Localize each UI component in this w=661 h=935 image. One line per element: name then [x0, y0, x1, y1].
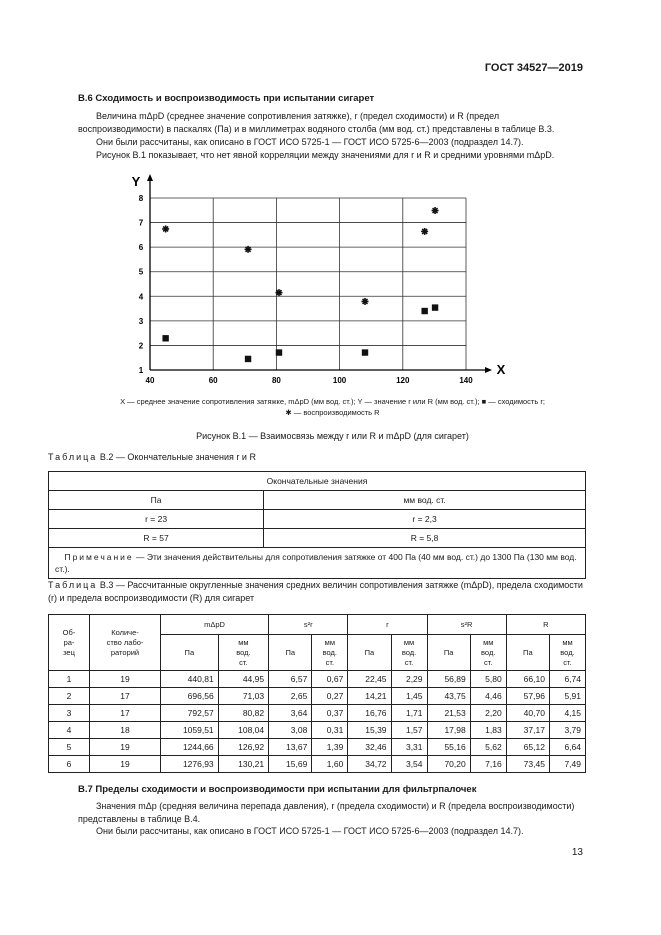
table-cell: 73,45 [506, 756, 549, 773]
table-cell: 55,16 [427, 739, 470, 756]
table-cell: 1,71 [391, 705, 427, 722]
table-row [49, 722, 586, 739]
table-cell: 3,64 [269, 705, 312, 722]
table-cell: 7,16 [470, 756, 506, 773]
repeatability-point [432, 304, 438, 310]
table-cell: 15,39 [348, 722, 391, 739]
table-cell: 1276,93 [161, 756, 219, 773]
table-cell: 13,67 [269, 739, 312, 756]
x-tick-label: 140 [459, 376, 473, 385]
col-labs-header: Количе- ство лабо- раторий [90, 615, 161, 671]
y-tick-label: 2 [138, 341, 144, 351]
chart-legend [60, 396, 605, 418]
table-cell: 0,27 [312, 688, 348, 705]
table-cell: 1059,51 [161, 722, 219, 739]
reproducibility-point [362, 298, 369, 305]
col-sample-header: Об- ра- зец [49, 615, 90, 671]
x-axis-label: X [496, 362, 506, 377]
table-cell: 6,57 [269, 671, 312, 688]
table-cell: 6,64 [549, 739, 585, 756]
table-b2-note [49, 548, 586, 579]
table-b2-cell: r = 23 [49, 510, 264, 529]
unit-mm-header: мм вод. ст. [391, 635, 427, 671]
section-b7-title: В.7 Пределы сходимости и воспроизводимости при испытании для фильтрпалочек [78, 784, 477, 795]
table-cell: 40,70 [506, 705, 549, 722]
table-cell: 4,46 [470, 688, 506, 705]
table-cell: 1 [49, 671, 90, 688]
table-cell: 3 [49, 705, 90, 722]
table-cell: 43,75 [427, 688, 470, 705]
table-cell: 2,20 [470, 705, 506, 722]
table-cell: 2,65 [269, 688, 312, 705]
note-label: Примечание [64, 552, 134, 562]
table-b2-col-pa: Па [49, 491, 264, 510]
section-b7-paragraph-2: Они были рассчитаны, как описано в ГОСТ ИСО 5725-1 — ГОСТ ИСО 5725-6—2003 (подраздел 14.7). [96, 826, 524, 836]
table-cell: 3,08 [269, 722, 312, 739]
group-header: mΔpD [161, 615, 269, 635]
unit-mm-header: мм вод. ст. [312, 635, 348, 671]
y-axis-label: Y [131, 174, 141, 189]
repeatability-point [276, 349, 282, 355]
table-cell: 3,31 [391, 739, 427, 756]
reproducibility-point [162, 225, 169, 232]
document-header: ГОСТ 34527—2019 [484, 62, 583, 74]
note-text: — Эти значения действительны для сопротивления затяжке от 400 Па (40 мм вод. ст.) до 1300 Па (130 мм вод. ст.). [55, 552, 577, 574]
table-cell: 71,03 [218, 688, 268, 705]
table-cell: 1,83 [470, 722, 506, 739]
table-label: Таблица [48, 580, 98, 590]
x-tick-label: 80 [271, 376, 281, 385]
table-b3 [48, 614, 586, 773]
table-cell: 32,46 [348, 739, 391, 756]
legend-line-2: ✱ — воспроизводимость R [285, 408, 380, 417]
table-cell: 22,45 [348, 671, 391, 688]
table-cell: 70,20 [427, 756, 470, 773]
table-cell: 792,57 [161, 705, 219, 722]
table-cell: 5,80 [470, 671, 506, 688]
table-b3-caption-text: В.3 — Рассчитанные округленные значения средних величин сопротивления затяжке (mΔpD), предела сходимости (r) и предела воспроизводимости (R) для сигарет [48, 580, 583, 603]
table-cell: 17 [90, 705, 161, 722]
figure-caption: Рисунок В.1 — Взаимосвязь между r или R и mΔpD (для сигарет) [196, 431, 469, 441]
y-tick-label: 4 [138, 292, 144, 302]
table-cell: 1,60 [312, 756, 348, 773]
group-header: r [348, 615, 427, 635]
section-b6-title: В.6 Сходимость и воспроизводимость при испытании сигарет [78, 93, 375, 104]
table-b2-caption-text: В.2 — Окончательные значения r и R [99, 452, 256, 462]
section-b6-paragraph-3: Рисунок В.1 показывает, что нет явной корреляции между значениями для r и R и средними уровнями mΔpD. [96, 150, 555, 160]
table-cell: 80,82 [218, 705, 268, 722]
y-tick-label: 5 [138, 267, 144, 277]
table-cell: 56,89 [427, 671, 470, 688]
table-b2-header: Окончательные значения [49, 472, 586, 491]
table-cell: 0,67 [312, 671, 348, 688]
table-cell: 7,49 [549, 756, 585, 773]
y-tick-label: 8 [138, 194, 144, 203]
group-header: R [506, 615, 585, 635]
table-cell: 3,79 [549, 722, 585, 739]
table-cell: 17,98 [427, 722, 470, 739]
table-cell: 18 [90, 722, 161, 739]
y-tick-label: 7 [138, 218, 144, 228]
x-tick-label: 40 [145, 376, 155, 385]
x-axis-arrow [485, 367, 492, 373]
table-cell: 19 [90, 756, 161, 773]
unit-pa-header: Па [348, 635, 391, 671]
table-cell: 65,12 [506, 739, 549, 756]
table-cell: 5 [49, 739, 90, 756]
table-row [49, 756, 586, 773]
reproducibility-point [245, 246, 252, 253]
section-b7-paragraph-1: Значения mΔp (средняя величина перепада давления), r (предела сходимости) и R (предела воспроизводимости) представлены в таблице В.4. [78, 801, 575, 824]
table-cell: 4 [49, 722, 90, 739]
table-cell: 5,91 [549, 688, 585, 705]
repeatability-point [421, 308, 427, 314]
legend-line-1: X — среднее значение сопротивления затяжке, mΔpD (мм вод. ст.); Y — значение r или R (мм вод. ст.); ■ — сходимость r; [120, 397, 545, 406]
table-cell: 696,56 [161, 688, 219, 705]
table-cell: 1,39 [312, 739, 348, 756]
table-cell: 14,21 [348, 688, 391, 705]
section-b6-paragraph-2: Они были рассчитаны, как описано в ГОСТ ИСО 5725-1 — ГОСТ ИСО 5725-6—2003 (подраздел 14.7). [96, 137, 524, 147]
table-cell: 5,62 [470, 739, 506, 756]
table-b2 [48, 471, 586, 579]
table-cell: 6 [49, 756, 90, 773]
table-cell: 2 [49, 688, 90, 705]
page-number: 13 [571, 847, 583, 858]
y-tick-label: 1 [138, 366, 144, 375]
repeatability-point [245, 356, 251, 362]
table-b2-caption [48, 451, 588, 464]
section-b6-paragraph-1: Величина mΔpD (среднее значение сопротивления затяжке), r (предел сходимости) и R (предел воспроизводимости) в паскалях (Па) и в миллиметрах водяного столба (мм вод. ст.) представлены в таблице В.3. [78, 111, 555, 134]
unit-pa-header: Па [427, 635, 470, 671]
y-tick-label: 3 [138, 316, 144, 326]
table-cell: 34,72 [348, 756, 391, 773]
table-cell: 21,53 [427, 705, 470, 722]
table-row [49, 705, 586, 722]
table-cell: 19 [90, 671, 161, 688]
table-cell: 0,37 [312, 705, 348, 722]
table-b3-caption [48, 579, 588, 604]
repeatability-point [162, 335, 168, 341]
table-cell: 1244,66 [161, 739, 219, 756]
y-tick-label: 6 [138, 243, 144, 253]
table-cell: 66,10 [506, 671, 549, 688]
reproducibility-point [421, 228, 428, 235]
group-header: s²R [427, 615, 506, 635]
table-cell: 130,21 [218, 756, 268, 773]
table-row [49, 739, 586, 756]
repeatability-point [362, 349, 368, 355]
unit-mm-header: мм вод. ст. [218, 635, 268, 671]
table-row [49, 671, 586, 688]
x-tick-label: 60 [208, 376, 218, 385]
table-cell: 1,45 [391, 688, 427, 705]
unit-pa-header: Па [269, 635, 312, 671]
table-cell: 3,54 [391, 756, 427, 773]
table-cell: 17 [90, 688, 161, 705]
y-axis-arrow [147, 174, 153, 181]
table-cell: 108,04 [218, 722, 268, 739]
table-cell: 1,57 [391, 722, 427, 739]
reproducibility-point [275, 289, 282, 296]
table-cell: 16,76 [348, 705, 391, 722]
table-cell: 37,17 [506, 722, 549, 739]
table-cell: 57,96 [506, 688, 549, 705]
x-tick-label: 120 [396, 376, 410, 385]
unit-pa-header: Па [161, 635, 219, 671]
table-cell: 126,92 [218, 739, 268, 756]
table-cell: 0,31 [312, 722, 348, 739]
table-cell: 19 [90, 739, 161, 756]
table-cell: 44,95 [218, 671, 268, 688]
scatter-chart [130, 168, 510, 390]
table-b2-cell: R = 5,8 [264, 529, 586, 548]
table-b2-cell: r = 2,3 [264, 510, 586, 529]
table-cell: 15,69 [269, 756, 312, 773]
unit-mm-header: мм вод. ст. [549, 635, 585, 671]
table-b2-col-mm: мм вод. ст. [264, 491, 586, 510]
reproducibility-point [432, 207, 439, 214]
table-row [49, 688, 586, 705]
table-b2-cell: R = 57 [49, 529, 264, 548]
x-tick-label: 100 [332, 376, 347, 385]
table-cell: 2,29 [391, 671, 427, 688]
table-cell: 6,74 [549, 671, 585, 688]
table-cell: 440,81 [161, 671, 219, 688]
unit-mm-header: мм вод. ст. [470, 635, 506, 671]
unit-pa-header: Па [506, 635, 549, 671]
table-cell: 4,15 [549, 705, 585, 722]
group-header: s²r [269, 615, 348, 635]
table-label: Таблица [48, 452, 98, 462]
